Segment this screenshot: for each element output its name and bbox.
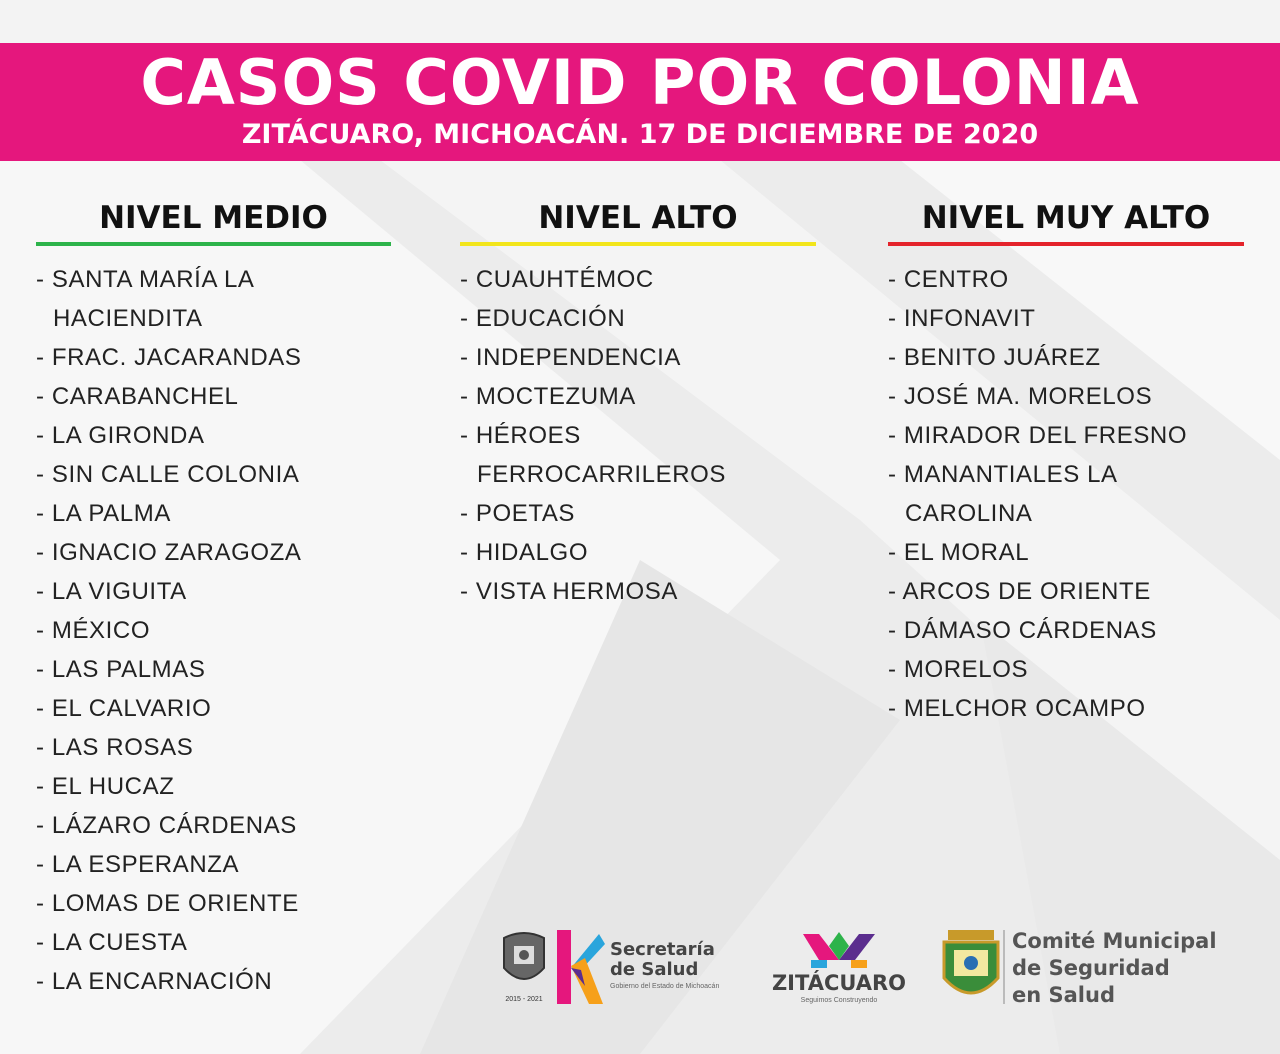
- list-item: - EL CALVARIO: [36, 695, 212, 722]
- logo-divider: [1003, 930, 1005, 1004]
- colonia-list-muy-alto: [888, 260, 1244, 728]
- colonia-list-medio: [36, 260, 391, 1001]
- shield-icon: [940, 928, 1002, 1008]
- list-item: - MANANTIALES LA CAROLINA: [888, 461, 1117, 527]
- list-item: - SIN CALLE COLONIA: [36, 461, 300, 488]
- secretaria-line1: Secretaría: [610, 939, 715, 960]
- list-item: - INDEPENDENCIA: [460, 344, 682, 371]
- comite-line2: de Seguridad: [1012, 956, 1170, 980]
- list-item: - DÁMASO CÁRDENAS: [888, 617, 1157, 644]
- secretaria-k-logo: [555, 928, 605, 1006]
- secretaria-line2: de Salud: [610, 959, 699, 980]
- list-item: - IGNACIO ZARAGOZA: [36, 539, 302, 566]
- list-item: - ARCOS DE ORIENTE: [888, 578, 1151, 605]
- comite-shield-logo: [940, 928, 1002, 1008]
- list-item: - BENITO JUÁREZ: [888, 344, 1101, 371]
- list-item: - CUAUHTÉMOC: [460, 266, 654, 293]
- list-item: - EL MORAL: [888, 539, 1030, 566]
- zitacuaro-tagline: Seguimos Construyendo: [800, 997, 878, 1004]
- zitacuaro-mark-icon: [799, 930, 879, 970]
- comite-line3: en Salud: [1012, 983, 1115, 1007]
- list-item: - CENTRO: [888, 266, 1009, 293]
- list-item: - CARABANCHEL: [36, 383, 239, 410]
- list-item: - LAS PALMAS: [36, 656, 206, 683]
- list-item: - MIRADOR DEL FRESNO: [888, 422, 1188, 449]
- list-item: - INFONAVIT: [888, 305, 1036, 332]
- list-item: - LOMAS DE ORIENTE: [36, 890, 299, 917]
- list-item: - LAS ROSAS: [36, 734, 194, 761]
- list-item: - HÉROES FERROCARRILEROS: [460, 422, 727, 488]
- comite-line1: Comité Municipal: [1012, 929, 1217, 953]
- list-item: - LA PALMA: [36, 500, 171, 527]
- state-seal-logo: [498, 928, 550, 1008]
- list-item: - LA CUESTA: [36, 929, 188, 956]
- zitacuaro-name: ZITÁCUARO: [771, 971, 907, 995]
- zitacuaro-logo: [764, 930, 914, 1010]
- list-item: - FRAC. JACARANDAS: [36, 344, 302, 371]
- comite-text-block: [1012, 928, 1252, 1008]
- list-item: - MÉXICO: [36, 617, 151, 644]
- column-nivel-medio: [36, 196, 391, 1001]
- list-item: - LA ESPERANZA: [36, 851, 240, 878]
- seal-icon: [498, 928, 550, 992]
- list-item: - MELCHOR OCAMPO: [888, 695, 1146, 722]
- colonia-list-alto: [460, 260, 816, 611]
- level-heading-alto: NIVEL ALTO: [460, 196, 816, 246]
- page-subtitle: ZITÁCUARO, MICHOACÁN. 17 DE DICIEMBRE DE 2020: [241, 119, 1039, 150]
- page-title: CASOS COVID POR COLONIA: [140, 46, 1140, 119]
- secretaria-text-block: [610, 940, 760, 1000]
- secretaria-sub: Gobierno del Estado de Michoacán: [610, 983, 720, 990]
- list-item: - LA ENCARNACIÓN: [36, 968, 273, 995]
- list-item: - SANTA MARÍA LA HACIENDITA: [36, 266, 254, 332]
- level-heading-medio: NIVEL MEDIO: [36, 196, 391, 246]
- list-item: - LÁZARO CÁRDENAS: [36, 812, 297, 839]
- column-nivel-muy-alto: [888, 196, 1244, 728]
- seal-years: 2015 - 2021: [505, 996, 543, 1003]
- list-item: - LA GIRONDA: [36, 422, 205, 449]
- list-item: - MORELOS: [888, 656, 1029, 683]
- list-item: - MOCTEZUMA: [460, 383, 636, 410]
- column-nivel-alto: [460, 196, 816, 611]
- list-item: - POETAS: [460, 500, 576, 527]
- header-banner: [0, 43, 1280, 161]
- list-item: - JOSÉ MA. MORELOS: [888, 383, 1153, 410]
- list-item: - HIDALGO: [460, 539, 589, 566]
- list-item: - LA VIGUITA: [36, 578, 187, 605]
- list-item: - EDUCACIÓN: [460, 305, 626, 332]
- k-mark-icon: [555, 928, 605, 1006]
- list-item: - VISTA HERMOSA: [460, 578, 678, 605]
- level-heading-muy-alto: NIVEL MUY ALTO: [888, 196, 1244, 246]
- list-item: - EL HUCAZ: [36, 773, 175, 800]
